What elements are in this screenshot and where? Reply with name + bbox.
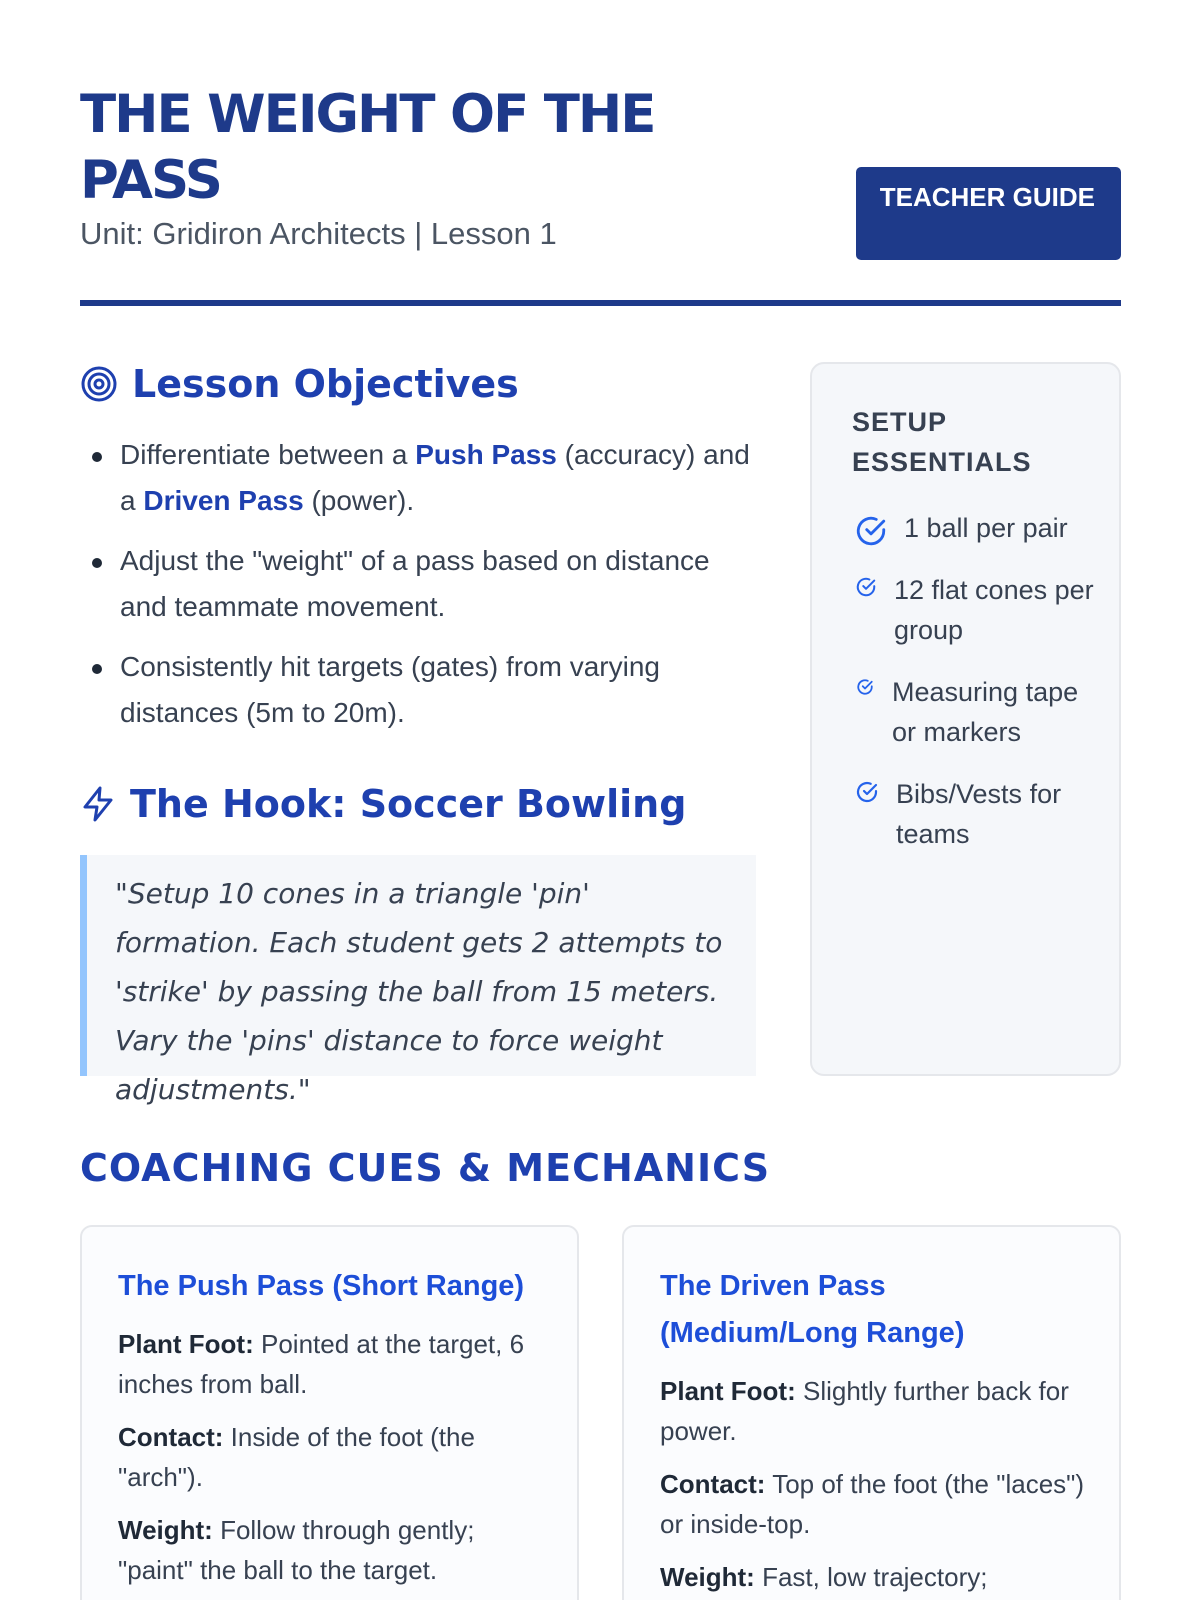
objectives-heading-text: Lesson Objectives: [132, 362, 519, 406]
hook-quote: "Setup 10 cones in a triangle 'pin' formation. Each student gets 2 attempts to 'strike' by passing the ball from 15 meters. Vary the 'pins' distance to force weight adjustments.": [80, 855, 756, 1076]
target-icon: [80, 365, 118, 403]
list-item: [100, 432, 760, 524]
objective-text: Differentiate between a: [120, 439, 416, 470]
cue-label: Contact:: [118, 1422, 224, 1452]
list-item: [852, 774, 1099, 854]
cue-text: Fast, low trajectory;: [754, 1562, 988, 1592]
cue-label: Contact:: [660, 1469, 766, 1499]
check-circle-icon: [855, 576, 877, 598]
cue-label: Plant Foot:: [118, 1329, 254, 1359]
unit-subtitle: Unit: Gridiron Architects | Lesson 1: [80, 216, 557, 251]
cue-row: [118, 1324, 547, 1404]
check-circle-icon: [855, 780, 879, 804]
cue-text: Slightly further back for power.: [660, 1376, 1069, 1446]
setup-item-label: 12 flat cones per group: [894, 575, 1094, 645]
cue-text: Follow through gently; "paint" the ball to the target.: [118, 1515, 475, 1585]
card-title: The Push Pass (Short Range): [118, 1270, 525, 1302]
objective-text: (power).: [303, 485, 415, 516]
cue-row: [660, 1371, 1089, 1451]
setup-title: SETUP ESSENTIALS: [852, 407, 1032, 477]
cue-row: [118, 1510, 547, 1590]
cue-label: Plant Foot:: [660, 1376, 796, 1406]
cue-text: Top of the foot (the "laces") or inside-top.: [660, 1469, 1085, 1539]
cue-text: Pointed at the target, 6 inches from ball.: [118, 1329, 525, 1399]
driven-pass-card: [622, 1225, 1121, 1600]
driven-pass-term: Driven Pass: [143, 485, 304, 516]
list-item: Adjust the "weight" of a pass based on distance and teammate movement.: [100, 538, 760, 630]
card-title: The Driven Pass (Medium/Long Range): [660, 1270, 965, 1349]
setup-item-label: 1 ball per pair: [904, 513, 1068, 543]
hook-heading-text: The Hook: Soccer Bowling: [130, 782, 687, 826]
objectives-heading: [80, 362, 519, 406]
check-circle-icon: [856, 678, 874, 696]
cue-label: Weight:: [118, 1515, 213, 1545]
header-divider: [80, 300, 1121, 306]
lightning-icon: [80, 785, 116, 823]
cue-row: [660, 1557, 1089, 1597]
page-title: THE WEIGHT OF THE PASS: [80, 84, 655, 211]
setup-essentials-panel: [810, 362, 1121, 1076]
teacher-guide-badge: TEACHER GUIDE: [856, 167, 1121, 260]
cue-row: [660, 1464, 1089, 1544]
list-item: Consistently hit targets (gates) from varying distances (5m to 20m).: [100, 644, 760, 736]
cue-row: [118, 1417, 547, 1497]
hook-heading: [80, 782, 686, 826]
setup-item-label: Measuring tape or markers: [892, 677, 1079, 747]
objectives-list: [100, 432, 760, 750]
push-pass-card: [80, 1225, 579, 1600]
list-item: [852, 508, 1099, 548]
check-circle-icon: [854, 514, 888, 548]
setup-item-label: Bibs/Vests for teams: [896, 779, 1062, 849]
cue-label: Weight:: [660, 1562, 755, 1592]
push-pass-term: Push Pass: [415, 439, 557, 470]
setup-list: [852, 508, 1099, 854]
cue-text: Inside of the foot (the "arch").: [118, 1422, 475, 1492]
objective-text: (accuracy) and a: [120, 439, 750, 516]
coaching-cues-heading: COACHING CUES & MECHANICS: [80, 1146, 771, 1190]
list-item: [852, 570, 1099, 650]
list-item: [852, 672, 1099, 752]
